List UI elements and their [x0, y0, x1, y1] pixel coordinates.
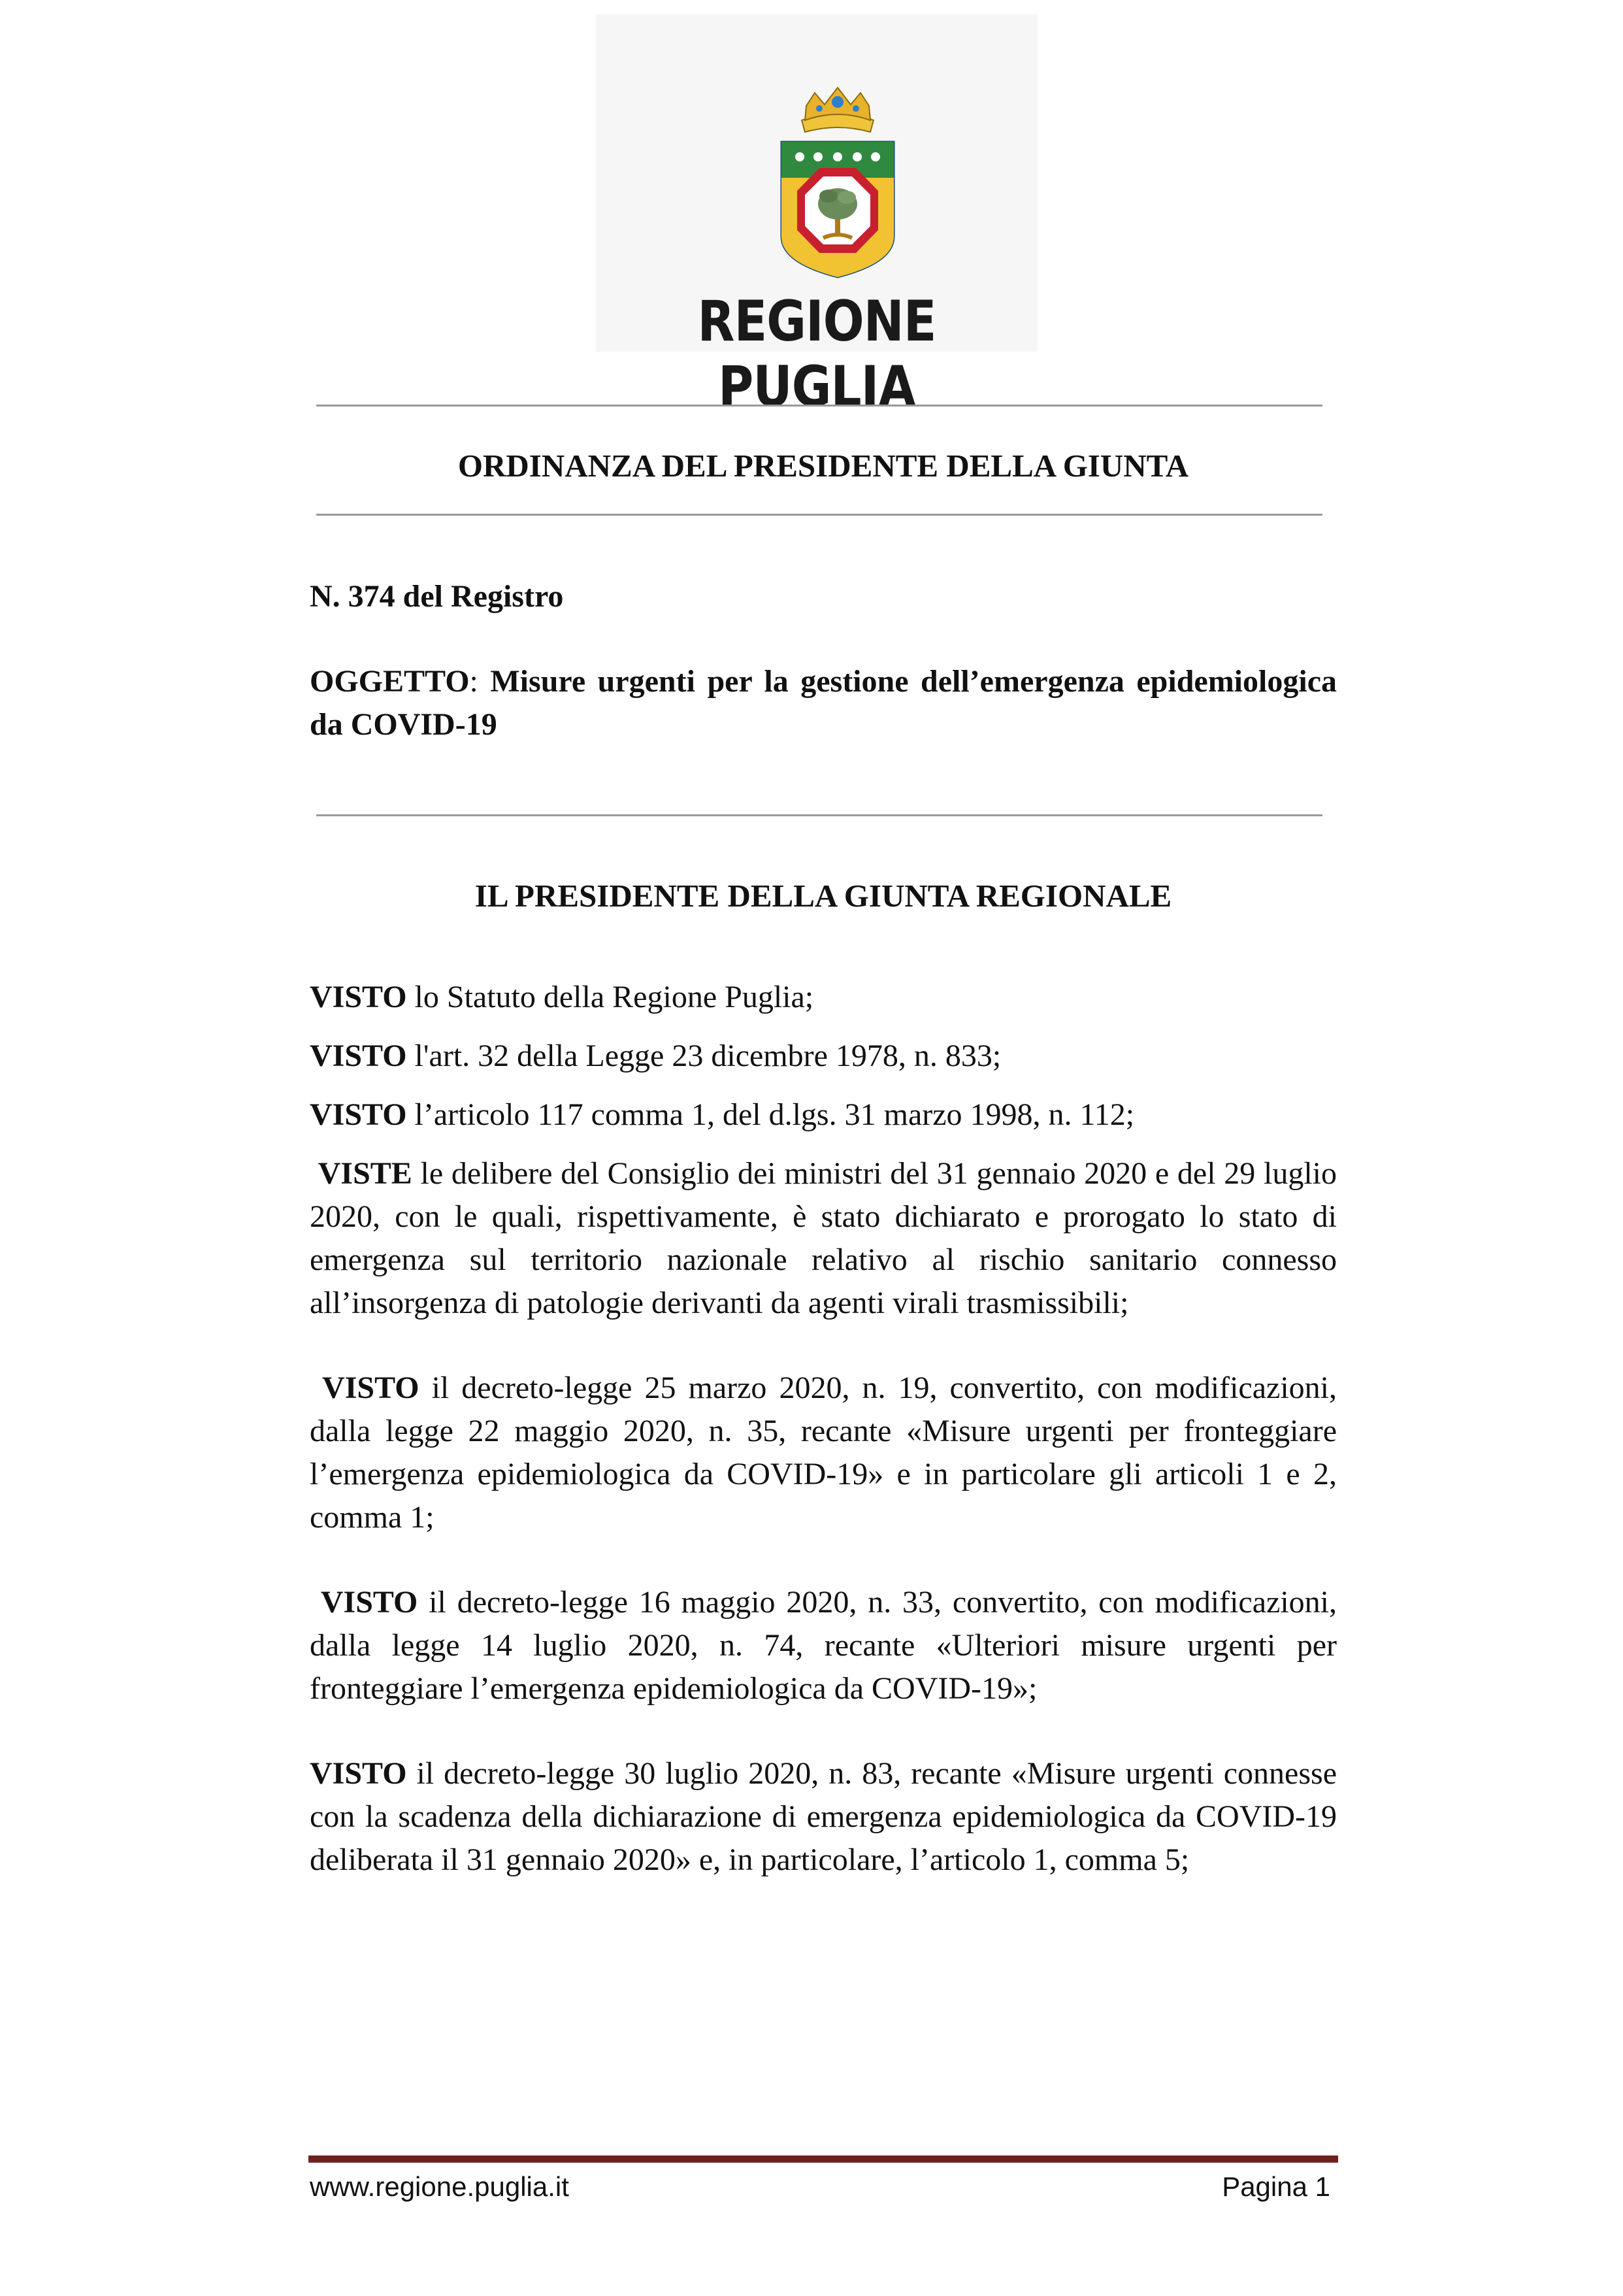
subject: OGGETTO: Misure urgenti per la gestione dell’emergenza epidemiologica da COVID-19 — [310, 664, 1337, 742]
recital-lead: VISTE — [318, 1156, 412, 1191]
divider — [316, 405, 1322, 407]
region-logo — [596, 14, 1038, 420]
recital — [310, 1152, 1337, 1325]
recital-text: lo Statuto della Regione Puglia; — [414, 980, 814, 1014]
registry-number: N. 374 del Registro — [310, 579, 564, 614]
subject-label: OGGETTO — [310, 664, 470, 699]
recital-lead: VISTO — [310, 1039, 407, 1073]
recital — [310, 1367, 1337, 1539]
recital — [310, 1093, 1337, 1137]
recital — [310, 1581, 1337, 1710]
footer-rule — [308, 2155, 1338, 2163]
recital-lead: VISTO — [320, 1585, 418, 1620]
recital-lead: VISTO — [310, 1756, 407, 1791]
footer-website-link[interactable]: www.regione.puglia.it — [310, 2171, 569, 2202]
recital-text: il decreto-legge 16 maggio 2020, n. 33, convertito, con modificazioni, dalla legge 14 luglio 2020, n. 74, recante «Ulteriori misure urgenti per fronteggiare l’emergenza epidemiologica da COVID-19»; — [310, 1585, 1337, 1706]
recital — [310, 976, 1337, 1019]
recital-lead: VISTO — [322, 1371, 419, 1405]
divider — [316, 814, 1322, 816]
logo-wordmark: REGIONE PUGLIA — [697, 289, 936, 420]
recital-text: le delibere del Consiglio dei ministri del 31 gennaio 2020 e del 29 luglio 2020, con le quali, rispettivamente, è stato dichiarato e prorogato lo stato di emergenza sul territorio nazionale relativo al rischio sanitario connesso all’insorgenza di patologie derivanti da agenti virali trasmissibili; — [310, 1156, 1337, 1320]
recital-lead: VISTO — [310, 1097, 407, 1132]
recital-lead: VISTO — [310, 980, 407, 1014]
footer-page-number: Pagina 1 — [1222, 2171, 1330, 2202]
recital-text: l’articolo 117 comma 1, del d.lgs. 31 marzo 1998, n. 112; — [414, 1097, 1135, 1132]
recital — [310, 1752, 1337, 1882]
recital — [310, 1035, 1337, 1078]
document-title: ORDINANZA DEL PRESIDENTE DELLA GIUNTA — [457, 448, 1189, 484]
section-title: IL PRESIDENTE DELLA GIUNTA REGIONALE — [474, 878, 1172, 914]
recital-text: l'art. 32 della Legge 23 dicembre 1978, n. 833; — [414, 1039, 1002, 1073]
subject-text: Misure urgenti per la gestione dell’emergenza epidemiologica da COVID-19 — [310, 664, 1337, 742]
recital-text: il decreto-legge 25 marzo 2020, n. 19, convertito, con modificazioni, dalla legge 22 maggio 2020, n. 35, recante «Misure urgenti per fronteggiare l’emergenza epidemiologica da COVID-19» e in particolare gli articoli 1 e 2, comma 1; — [310, 1371, 1337, 1535]
divider — [316, 514, 1322, 516]
recital-text: il decreto-legge 30 luglio 2020, n. 83, recante «Misure urgenti connesse con la scadenza della dichiarazione di emergenza epidemiologica da COVID-19 deliberata il 31 gennaio 2020» e, in particolare, l’articolo 1, comma 5; — [310, 1756, 1337, 1877]
coat-of-arms-icon — [772, 80, 903, 282]
